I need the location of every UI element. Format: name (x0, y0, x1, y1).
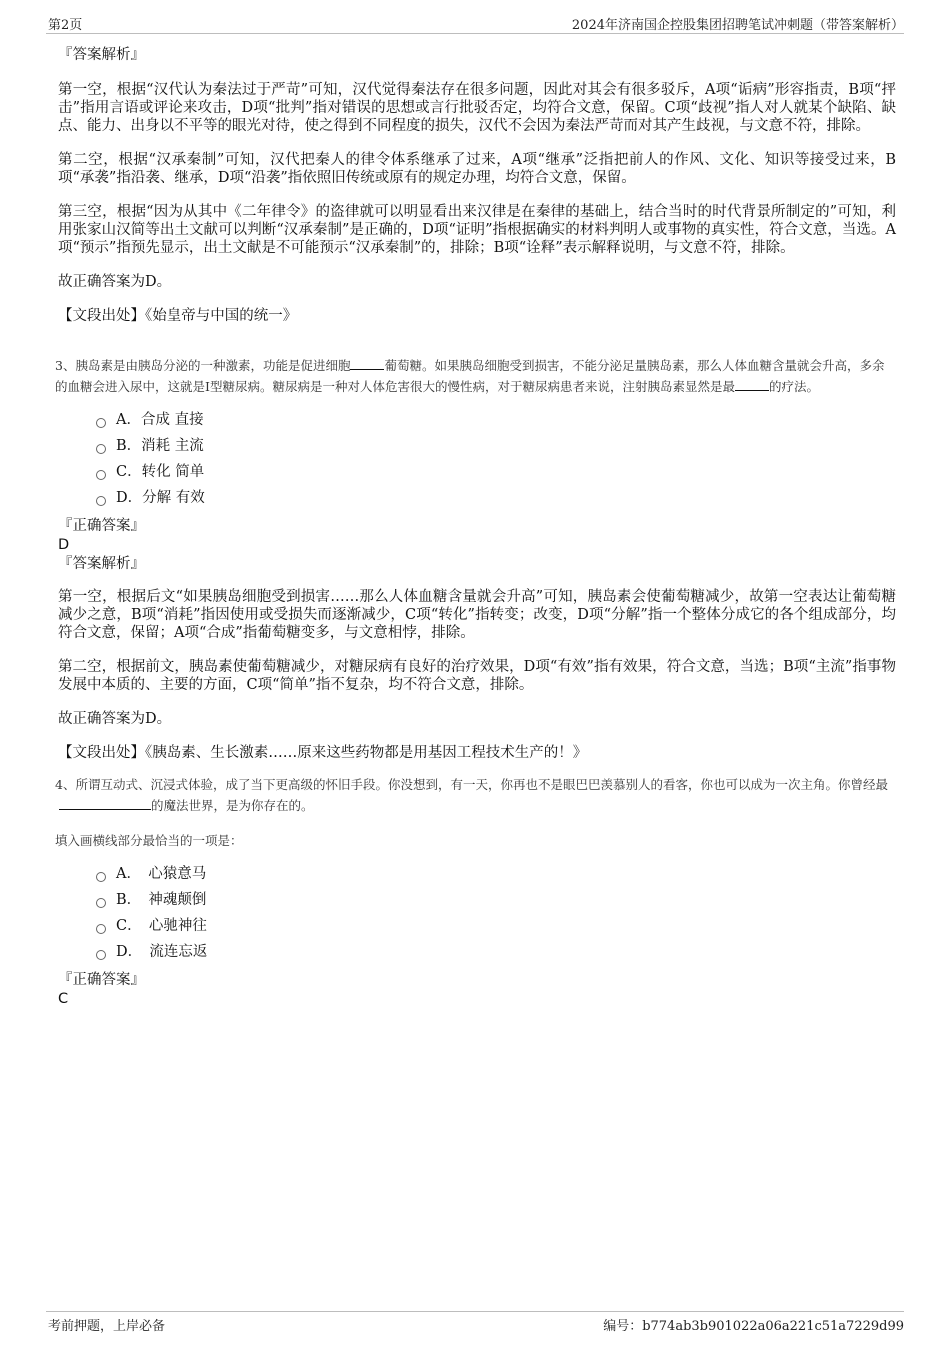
radio-icon[interactable] (96, 924, 106, 934)
radio-icon[interactable] (96, 950, 106, 960)
option-c[interactable] (96, 459, 896, 485)
stem-text: 葡萄糖。如果胰岛细胞受到损害，不能分泌足量胰岛素，那么人体血糖含量就会升高，多余的血糖会进入尿中，这就是I型糖尿病。糖尿病是一种对人体危害很大的慢性病，对于糖尿病患者来说，注射胰岛素显然是最 (55, 358, 885, 394)
option-d[interactable] (96, 485, 896, 511)
radio-icon[interactable] (96, 470, 106, 480)
analysis-paragraph: 第二空，根据前文，胰岛素使葡萄糖减少，对糖尿病有良好的治疗效果，D项“有效”指有效果，符合文意，当选；B项“主流”指事物发展中本质的、主要的方面，C项“简单”指不复杂，均不符合文意，排除。 (58, 659, 896, 693)
stem-text: 的魔法世界，是为你存在的。 (151, 798, 314, 813)
stem-text: 4、所谓互动式、沉浸式体验，成了当下更高级的怀旧手段。你没想到，有一天，你再也不是眼巴巴羡慕别人的看客，你也可以成为一次主角。你曾经最 (55, 777, 888, 792)
document-title: 2024年济南国企控股集团招聘笔试冲刺题（带答案解析） (571, 18, 904, 33)
option-d[interactable] (96, 939, 896, 965)
option-b[interactable] (96, 887, 896, 913)
page-footer (46, 1311, 904, 1335)
document-id: 编号：b774ab3b901022a06a221c51a7229d99 (603, 1319, 904, 1334)
page-number: 第2页 (48, 18, 83, 33)
correct-answer: D (58, 537, 70, 553)
fill-blank (350, 357, 384, 370)
source-citation: 【文段出处】《胰岛素、生长激素……原来这些药物都是用基因工程技术生产的！》 (58, 745, 588, 761)
fill-blank (735, 378, 769, 391)
correct-answer-label: 『正确答案』 (58, 518, 145, 534)
fill-blank (59, 797, 151, 810)
option-label: C． 心驰神往 (116, 918, 207, 934)
option-label: A．合成 直接 (116, 412, 204, 428)
source-citation: 【文段出处】《始皇帝与中国的统一》 (58, 308, 298, 324)
analysis-label: 『答案解析』 (58, 556, 145, 572)
analysis-paragraph: 第二空，根据“汉承秦制”可知，汉代把秦人的律令体系继承了过来，A项“继承”泛指把前人的作风、文化、知识等接受过来，B项“承袭”指沿袭、继承，D项“沿袭”指依照旧传统或原有的规定办理，均符合文意，保留。 (58, 152, 896, 186)
option-a[interactable] (96, 407, 896, 433)
radio-icon[interactable] (96, 418, 106, 428)
correct-answer: C (58, 991, 69, 1007)
question-4-prompt: 填入画横线部分最恰当的一项是： (55, 833, 243, 848)
option-label: D．分解 有效 (116, 490, 205, 506)
option-label: D． 流连忘返 (116, 944, 208, 960)
radio-icon[interactable] (96, 496, 106, 506)
correct-answer-label: 『正确答案』 (58, 972, 145, 988)
option-label: C．转化 简单 (116, 464, 205, 480)
option-label: B． 神魂颠倒 (116, 892, 207, 908)
conclusion: 故正确答案为D。 (58, 274, 172, 290)
question-4-options (96, 861, 896, 965)
stem-text: 3、胰岛素是由胰岛分泌的一种激素，功能是促进细胞 (55, 358, 351, 373)
radio-icon[interactable] (96, 872, 106, 882)
option-a[interactable] (96, 861, 896, 887)
analysis-paragraph: 第一空，根据“汉代认为秦法过于严苛”可知，汉代觉得秦法存在很多问题，因此对其会有很多驳斥，A项“诟病”形容指责，B项“抨击”指用言语或评论来攻击，D项“批判”指对错误的思想或言行批驳否定，均符合文意，保留。C项“歧视”指人对人就某个缺陷、缺点、能力、出身以不平等的眼光对待，使之得到不同程度的损失，汉代不会因为秦法严苛而对其产生歧视，与文意不符，排除。 (58, 82, 896, 134)
option-c[interactable] (96, 913, 896, 939)
analysis-paragraph: 第三空，根据“因为从其中《二年律令》的盗律就可以明显看出来汉律是在秦律的基础上，结合当时的时代背景所制定的”可知，利用张家山汉简等出土文献可以判断“汉承秦制”是正确的，D项“证明”指根据确实的材料判明人或事物的真实性，符合文意，当选。A项“预示”指预先显示，出土文献是不可能预示“汉承秦制”的，排除；B项“诠释”表示解释说明，与文意不符，排除。 (58, 204, 896, 256)
radio-icon[interactable] (96, 898, 106, 908)
radio-icon[interactable] (96, 444, 106, 454)
footer-slogan: 考前押题，上岸必备 (48, 1319, 166, 1334)
option-label: B．消耗 主流 (116, 438, 204, 454)
question-4-stem (55, 774, 893, 816)
option-b[interactable] (96, 433, 896, 459)
option-label: A． 心猿意马 (116, 866, 207, 882)
page-content (55, 46, 896, 1009)
stem-text: 的疗法。 (768, 379, 819, 394)
analysis-paragraph: 第一空，根据后文“如果胰岛细胞受到损害……那么人体血糖含量就会升高”可知，胰岛素会使葡萄糖减少，故第一空表达让葡萄糖减少之意，B项“消耗”指因使用或受损失而逐渐减少，C项“转化”指转变；改变，D项“分解”指一个整体分成它的各个组成部分，均符合文意，保留；A项“合成”指葡萄糖变多，与文意相悖，排除。 (58, 589, 896, 641)
question-3-options (96, 407, 896, 511)
analysis-label: 『答案解析』 (58, 47, 145, 63)
question-3-stem (55, 355, 893, 397)
conclusion: 故正确答案为D。 (58, 711, 172, 727)
page-header (46, 14, 904, 34)
